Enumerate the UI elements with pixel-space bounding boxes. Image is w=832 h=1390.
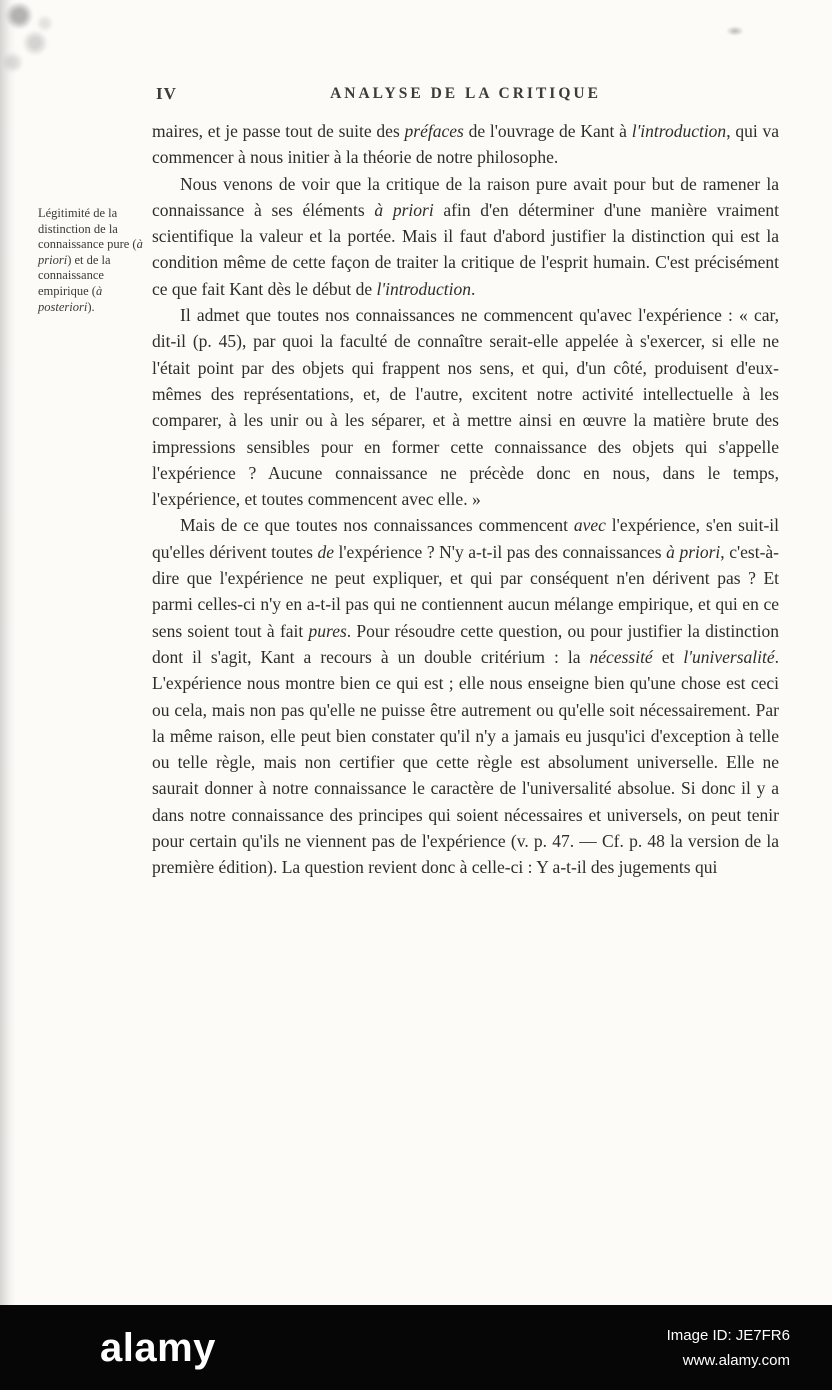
text-segment: Nous venons de voir que la critique de la raison pure avait pour but de ramener la connaissance à ses éléments: [152, 173, 779, 220]
text-segment: à posteriori: [38, 283, 103, 314]
text-segment: afin d'en déterminer d'une manière vraiment scientifique la valeur et la portée. Mais il faut d'abord justifier la distinction qui est la condition même de cette façon de traiter la critique de l'esprit humain. C'est précisément ce que fait Kant dès le début de: [152, 199, 779, 299]
text-segment: préfaces: [404, 121, 464, 141]
watermark-meta: [667, 1323, 790, 1373]
text-segment: de l'ouvrage de Kant à: [463, 121, 632, 141]
alamy-logo: alamy: [100, 1325, 216, 1370]
paragraph: [152, 512, 779, 880]
scan-smudge: [0, 0, 64, 78]
text-segment: avec: [573, 515, 606, 536]
text-segment: l'expérience ? N'y a-t-il pas des connaissances: [334, 541, 667, 562]
text-segment: de: [317, 541, 334, 562]
running-header: ANALYSE DE LA CRITIQUE: [330, 85, 601, 102]
text-segment: à priori: [666, 541, 721, 562]
margin-note: [38, 206, 154, 315]
text-segment: .: [470, 278, 476, 299]
scan-smudge: [726, 26, 744, 36]
text-segment: l'introduction: [631, 121, 727, 141]
text-segment: Il admet que toutes nos connaissances ne commencent qu'avec l'expérience : « car, dit-il (p. 45), par quoi la faculté de connaître serait-elle appelée à s'exercer, si elle ne l'était point par des objets qui frappent nos sens, et qui, d'un côté, produisent d'eux-mêmes des représentations, et, de l'autre, excitent notre activité intellectuelle à les comparer, à les unir ou à les séparer, et à mettre ainsi en œuvre la matière brute des impressions sensibles pour en former cette connaissance des objets qui s'appelle l'expérience ? Aucune connaissance ne précède donc en nous, dans le temps, l'expérience, et toutes commencent avec elle. »: [152, 305, 779, 510]
text-segment: maires, et je passe tout de suite des: [152, 121, 405, 141]
text-segment: Légitimité de la distinction de la connaissance pure (: [38, 206, 137, 252]
text-segment: , qui va commencer à nous initier à la théorie de notre philosophe.: [152, 121, 779, 168]
scan-edge-shadow: [0, 0, 16, 1305]
text-segment: . L'expérience nous montre bien ce qui est ; elle nous enseigne bien qu'une chose est ceci ou cela, mais non pas qu'elle ne puisse être autrement ou qu'elle soit nécessairement. Par la même raison, elle peut bien constater qu'il n'y a jamais eu jusqu'ici d'exception à telle ou telle règle, mais non certifier que cette règle est absolument universelle. Elle ne saurait donner à notre connaissance le caractère de l'universalité absolue. Si donc il y a dans notre connaissance des principes qui soient nécessaires et universels, on peut tenir pour certain qu'ils ne viennent pas de l'expérience (v. p. 47. — Cf. p. 48 la version de la première édition). La question revient donc à celle-ci : Y a-t-il des jugements qui: [152, 646, 779, 878]
page-number: IV: [156, 84, 177, 103]
image-id-label: Image ID: JE7FR6: [666, 1326, 790, 1344]
text-segment: l'expérience, s'en suit-il qu'elles dérivent toutes: [152, 515, 780, 562]
body-text: [152, 118, 779, 881]
paragraph: [152, 171, 779, 302]
text-segment: , c'est-à-dire que l'expérience ne peut expliquer, et qui par conséquent n'en dérivent pas ? Et parmi celles-ci n'y en a-t-il pas qui ne contiennent aucun mélange empirique, et qui en ce sens soient tout à fait: [152, 541, 779, 641]
text-segment: . Pour résoudre cette question, ou pour justifier la distinction dont il s'agit, Kant a recours à un double critérium : la: [152, 620, 779, 667]
paragraph: [38, 206, 154, 315]
text-segment: l'universalité: [683, 646, 775, 667]
text-segment: Mais de ce que toutes nos connaissances commencent: [180, 515, 574, 536]
text-segment: pures: [308, 620, 347, 641]
paragraph: [152, 302, 779, 512]
text-segment: à priori: [374, 199, 434, 220]
alamy-url: www.alamy.com: [682, 1351, 790, 1369]
paragraph: [152, 118, 779, 171]
text-segment: et: [652, 646, 684, 667]
text-segment: l'introduction: [376, 278, 471, 299]
text-segment: ).: [87, 299, 95, 314]
text-segment: à priori: [38, 237, 143, 267]
watermark-bar: [0, 1305, 832, 1390]
text-segment: nécessité: [589, 646, 653, 667]
text-segment: ) et de la connaissance empirique (: [38, 252, 111, 298]
